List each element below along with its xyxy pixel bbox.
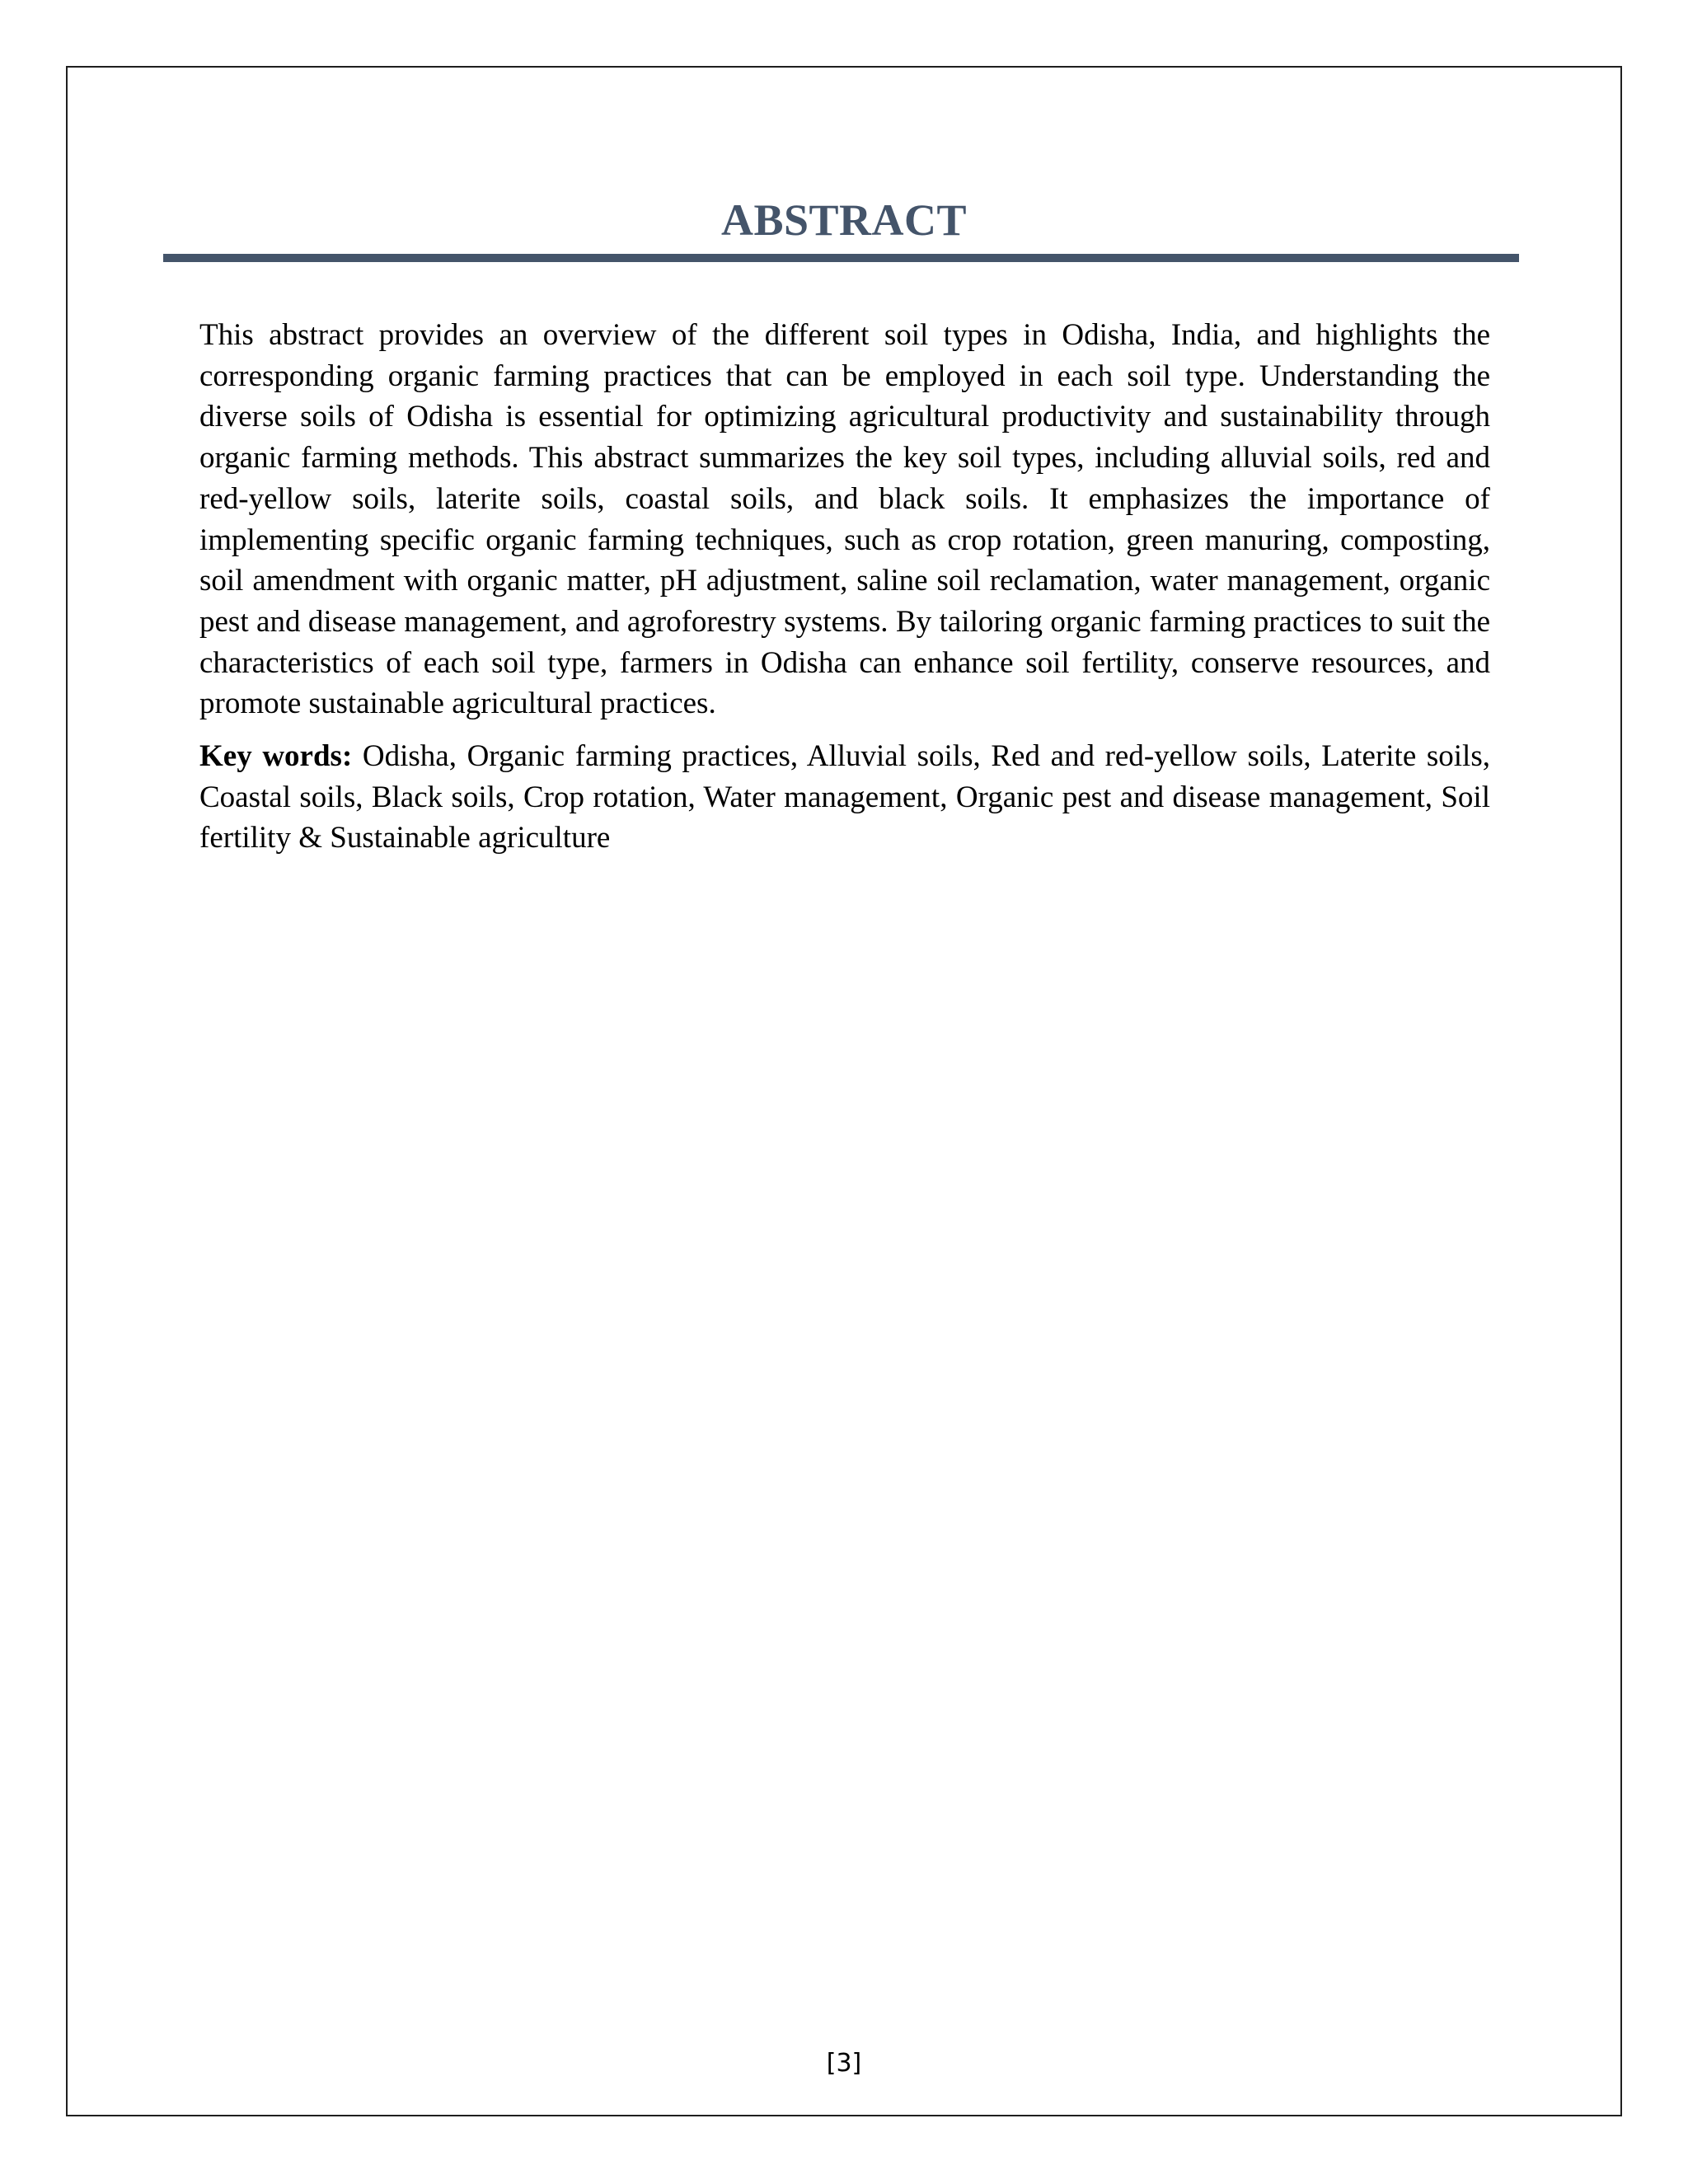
abstract-heading: ABSTRACT <box>720 195 968 245</box>
abstract-body <box>199 315 1490 859</box>
heading-underline-rule <box>163 254 1519 262</box>
keywords-label: Key words: <box>199 739 353 774</box>
keywords-paragraph <box>199 736 1490 859</box>
page-number: [3] <box>826 2049 862 2078</box>
abstract-paragraph: This abstract provides an overview of the different soil types in Odisha, India, and highlights the corresponding organic farming practices that can be employed in each soil type. Understanding the diverse soils of Odisha is essential for optimizing agricultural productivity and sustainability through organic farming methods. This abstract summarizes the key soil types, including alluvial soils, red and red-yellow soils, laterite soils, coastal soils, and black soils. It emphasizes the importance of implementing specific organic farming techniques, such as crop rotation, green manuring, composting, soil amendment with organic matter, pH adjustment, saline soil reclamation, water management, organic pest and disease management, and agroforestry systems. By tailoring organic farming practices to suit the characteristics of each soil type, farmers in Odisha can enhance soil fertility, conserve resources, and promote sustainable agricultural practices. <box>199 318 1490 721</box>
keywords-list: Odisha, Organic farming practices, Alluvial soils, Red and red-yellow soils, Laterite soils, Coastal soils, Black soils, Crop rotation, Water management, Organic pest and disease management, Soil fertility & Sustainable agriculture <box>199 739 1490 855</box>
